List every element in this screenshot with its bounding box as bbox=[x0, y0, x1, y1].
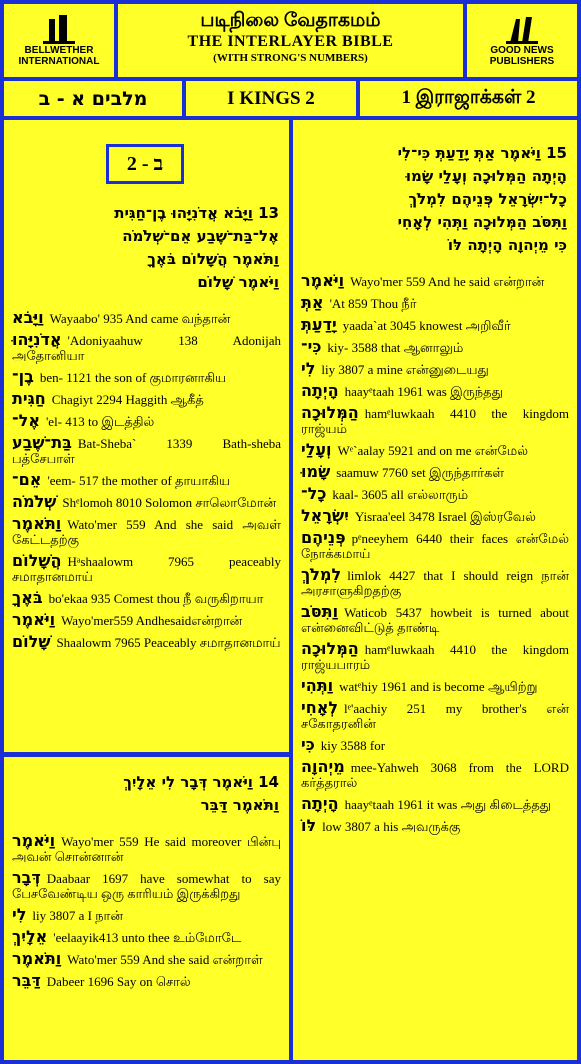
verse13-panel bbox=[4, 120, 289, 752]
word-entry bbox=[293, 698, 577, 735]
word-entry bbox=[4, 411, 289, 433]
verse13-entries bbox=[4, 308, 289, 654]
hebrew-word: הָיְתָה bbox=[301, 794, 339, 813]
hebrew-word: וַיֹּאמֶר bbox=[12, 831, 56, 850]
hebrew-word: בֶן־ bbox=[12, 367, 34, 386]
gloss: Wayo'mer559 Andhesaidஎன்றான் bbox=[61, 613, 243, 628]
hebrew-word: וַתְּהִי bbox=[301, 676, 334, 695]
verse15-text bbox=[293, 142, 577, 257]
gloss: Yisraa'eel 3478 Israel இஸ்ரவேல் bbox=[354, 509, 536, 524]
verse13-line: וַתֹּאמֶר הֲשָׁלוֹם בֹּאֶךָ bbox=[147, 250, 279, 268]
word-entry bbox=[4, 831, 289, 868]
verse14-text bbox=[4, 771, 289, 817]
verse14-line: 14 וַיֹּאמֶר דְּבָר לִי אֵלָיִךְ bbox=[123, 773, 279, 791]
verse13-line: אֶל־בַּת־שֶׁבַע אֵם־שְׁלֹמֹה bbox=[122, 227, 279, 245]
good-news-logo bbox=[467, 4, 577, 77]
gloss: ben- 1121 the son of குமாரனாகிய bbox=[39, 370, 227, 385]
bellwether-logo bbox=[4, 4, 114, 77]
gloss: Wato'mer 559 And she said என்றாள் bbox=[67, 952, 263, 967]
verse15-panel bbox=[293, 120, 577, 1060]
verse13-text bbox=[4, 202, 289, 294]
hebrew-word: כִּי־ bbox=[301, 337, 322, 356]
gloss: Chagiyt 2294 Haggith ஆகீத் bbox=[51, 392, 204, 407]
hebrew-word: לּוֹ bbox=[301, 816, 317, 835]
bellwether-text: BELLWETHER INTERNATIONAL bbox=[18, 44, 100, 67]
word-entry bbox=[4, 470, 289, 492]
verse14-entries bbox=[4, 831, 289, 993]
word-entry bbox=[4, 971, 289, 993]
gloss: low 3807 a his அவருக்கு bbox=[322, 819, 461, 834]
verse14-panel bbox=[4, 757, 289, 1060]
verse15-line: וַתִּסֹּב הַמְּלוּכָה וַתְּהִי לְאָחִי bbox=[397, 213, 567, 231]
gloss: haayᵉtaah 1961 it was அது கிடைத்தது bbox=[344, 797, 552, 812]
hebrew-word: בַּת־שֶׁבַע bbox=[12, 433, 72, 452]
gloss: hamᵉluwkaah 4410 the kingdom ராஜ்யபாரம் bbox=[301, 642, 569, 672]
hebrew-word: דְּבָר bbox=[12, 868, 41, 887]
hebrew-word: שָׁלוֹם bbox=[12, 632, 51, 651]
gloss: limlok 4427 that I should reign நான் அரசாளுகிறதற்கு bbox=[301, 568, 569, 598]
gloss: hamᵉluwkaah 4410 the kingdom ராஜ்யம் bbox=[301, 406, 569, 436]
hebrew-word: וַתֹּאמֶר bbox=[12, 514, 62, 533]
hebrew-word: שְׁלֹמֹה bbox=[12, 492, 57, 511]
gloss: Wayaabo' 935 And came வந்தான் bbox=[49, 311, 231, 326]
hebrew-word: אֶל־ bbox=[12, 411, 40, 430]
hebrew-word: לִמְלֹךְ bbox=[301, 565, 342, 584]
word-entry bbox=[293, 639, 577, 676]
hebrew-word: וְעָלַי bbox=[301, 440, 332, 459]
word-entry bbox=[4, 514, 289, 551]
word-entry bbox=[293, 506, 577, 528]
gloss: watᵉhiy 1961 and is become ஆயிற்று bbox=[339, 679, 538, 694]
word-entry bbox=[4, 308, 289, 330]
gloss: Shᵉlomoh 8010 Solomon சாலொமோன் bbox=[62, 495, 277, 510]
gloss: 'eelaayik413 unto thee உம்மோடே bbox=[53, 930, 242, 945]
gloss: kaal- 3605 all எல்லாரும் bbox=[332, 487, 469, 502]
word-entry bbox=[293, 757, 577, 794]
good-news-icon bbox=[502, 15, 542, 45]
gloss: Daabaar 1697 have somewhat to say பேசவேண்டிய ஒரு காரியம் இருக்கிறது bbox=[12, 871, 281, 901]
gloss: mee-Yahweh 3068 from the LORD கர்த்தரால் bbox=[301, 760, 569, 790]
verse15-line: הָיְתָה הַמְּלוּכָה וְעָלַי שָׂמוּ bbox=[405, 167, 567, 185]
word-entry bbox=[4, 905, 289, 927]
verse15-line: כָל־יִשְׂרָאֵל פְּנֵיהֶם לִמְלֹךְ bbox=[408, 190, 567, 208]
nav-hebrew-book[interactable]: מלבים א - ב bbox=[4, 81, 182, 116]
hebrew-word: כִּי bbox=[301, 735, 315, 754]
gloss: Bat-Sheba` 1339 Bath-sheba பத்சேபாள் bbox=[12, 436, 281, 466]
gloss: Dabeer 1696 Say on சொல் bbox=[46, 974, 191, 989]
word-entry bbox=[293, 528, 577, 565]
verse15-entries bbox=[293, 271, 577, 838]
chapter-label: ב - 2 bbox=[106, 144, 184, 184]
hebrew-word: חַגִּית bbox=[12, 389, 46, 408]
gloss: kiy- 3588 that ஆனாலும் bbox=[327, 340, 464, 355]
hebrew-word: שָׂמוּ bbox=[301, 462, 331, 481]
title-block bbox=[118, 4, 463, 77]
nav-tamil-book[interactable]: 1 இராஜாக்கள் 2 bbox=[360, 81, 577, 116]
nav-english-book[interactable]: I KINGS 2 bbox=[186, 81, 356, 116]
word-entry bbox=[4, 610, 289, 632]
hebrew-word: יִשְׂרָאֵל bbox=[301, 506, 349, 525]
gloss: liy 3807 a mine என்னுடையது bbox=[321, 362, 489, 377]
word-entry bbox=[293, 403, 577, 440]
word-entry bbox=[4, 330, 289, 367]
gloss: Hᵃshaalowm 7965 peaceably சமாதானமாய் bbox=[12, 554, 281, 584]
hebrew-word: בֹּאֶךָ bbox=[12, 588, 43, 607]
gloss: Shaalowm 7965 Peaceably சமாதானமாய் bbox=[56, 635, 281, 650]
hebrew-word: אֵלָיִךְ bbox=[12, 927, 48, 946]
word-entry bbox=[293, 440, 577, 462]
word-entry bbox=[293, 271, 577, 293]
word-entry bbox=[293, 359, 577, 381]
hebrew-word: וַתֹּאמֶר bbox=[12, 949, 62, 968]
word-entry bbox=[4, 927, 289, 949]
gloss: Wayo'mer 559 He said moreover பின்பு அவன் சொன்னான் bbox=[12, 834, 281, 864]
gloss: 'Adoniyaahuw 138 Adonijah அதோனியா bbox=[12, 333, 281, 363]
verse14-line: וַתֹּאמֶר דַּבֵּר bbox=[200, 796, 279, 814]
hebrew-word: וַיָּבֹא bbox=[12, 308, 44, 327]
word-entry bbox=[4, 492, 289, 514]
hebrew-word: אֵם־ bbox=[12, 470, 42, 489]
word-entry bbox=[293, 381, 577, 403]
gloss: pᵉneeyhem 6440 their faces என்மேல் நோக்கமாய் bbox=[301, 531, 569, 561]
gloss: 'el- 413 to இடத்தில் bbox=[45, 414, 155, 429]
gloss: Wato'mer 559 And she said அவள் கேட்டதற்கு bbox=[12, 517, 281, 547]
hebrew-word: יָדַעַתְּ bbox=[301, 315, 337, 334]
word-entry bbox=[293, 676, 577, 698]
gloss: lᵉ'aachiy 251 my brother's என் சகோதரனின் bbox=[301, 701, 569, 731]
hebrew-word: הַמְּלוּכָה bbox=[301, 403, 359, 422]
word-entry bbox=[4, 433, 289, 470]
word-entry bbox=[4, 551, 289, 588]
verse15-line: כִּי מֵיְהוָה הָיְתָה לּוֹ bbox=[447, 236, 567, 254]
title-tamil: படிநிலை வேதாகமம் bbox=[200, 10, 381, 31]
word-entry bbox=[4, 949, 289, 971]
verse15-line: 15 וַיֹּאמֶר אַתְּ יָדַעַתְּ כִּי־לִי bbox=[397, 144, 567, 162]
hebrew-word: הָיְתָה bbox=[301, 381, 339, 400]
word-entry bbox=[293, 315, 577, 337]
hebrew-word: לִי bbox=[301, 359, 316, 378]
word-entry bbox=[293, 816, 577, 838]
title-english: THE INTERLAYER BIBLE bbox=[187, 33, 394, 50]
good-news-text: GOOD NEWS PUBLISHERS bbox=[489, 44, 555, 67]
gloss: Wᵉ`aalay 5921 and on me என்மேல் bbox=[337, 443, 529, 458]
word-entry bbox=[4, 588, 289, 610]
hebrew-word: מֵיְהוָה bbox=[301, 757, 345, 776]
gloss: liy 3807 a I நான் bbox=[32, 908, 123, 923]
title-subtitle: (WITH STRONG'S NUMBERS) bbox=[213, 52, 368, 64]
hebrew-word: וַיֹּאמֶר bbox=[301, 271, 345, 290]
hebrew-word: כָל־ bbox=[301, 484, 327, 503]
hebrew-word: וַתִּסֹּב bbox=[301, 602, 339, 621]
hebrew-word: פְּנֵיהֶם bbox=[301, 528, 346, 547]
word-entry bbox=[293, 293, 577, 315]
hebrew-word: לִי bbox=[12, 905, 27, 924]
hebrew-word: הֲשָׁלוֹם bbox=[12, 551, 62, 570]
word-entry bbox=[293, 337, 577, 359]
gloss: Waticob 5437 howbeit is turned about என்னைவிட்டுத் தாண்டி bbox=[301, 605, 569, 635]
word-entry bbox=[293, 484, 577, 506]
hebrew-word: הַמְּלוּכָה bbox=[301, 639, 359, 658]
hebrew-word: אֲדֹנִיָּהוּ bbox=[12, 330, 62, 349]
verse13-line: 13 וַיָּבֹא אֲדֹנִיָּהוּ בֶן־חַגִּית bbox=[114, 204, 279, 222]
gloss: yaada`at 3045 knowest அறிவீர் bbox=[342, 318, 511, 333]
word-entry bbox=[4, 632, 289, 654]
word-entry bbox=[293, 794, 577, 816]
word-entry bbox=[293, 462, 577, 484]
word-entry bbox=[4, 389, 289, 411]
hebrew-word: אַתְּ bbox=[301, 293, 324, 312]
gloss: 'eem- 517 the mother of தாயாகிய bbox=[47, 473, 231, 488]
word-entry bbox=[293, 602, 577, 639]
hebrew-word: לְאָחִי bbox=[301, 698, 339, 717]
bellwether-icon bbox=[39, 15, 79, 45]
gloss: 'At 859 Thou நீர் bbox=[329, 296, 417, 311]
gloss: saamuw 7760 set இருந்தார்கள் bbox=[336, 465, 505, 480]
hebrew-word: דַּבֵּר bbox=[12, 971, 41, 990]
hebrew-word: וַיֹּאמֶר bbox=[12, 610, 56, 629]
verse13-line: וַיֹּאמֶר שָׁלוֹם bbox=[197, 273, 279, 291]
word-entry bbox=[293, 735, 577, 757]
word-entry bbox=[4, 367, 289, 389]
word-entry bbox=[4, 868, 289, 905]
gloss: haayᵉtaah 1961 was இருந்தது bbox=[344, 384, 503, 399]
word-entry bbox=[293, 565, 577, 602]
gloss: bo'ekaa 935 Comest thou நீ வருகிறாயா bbox=[48, 591, 264, 606]
gloss: Wayo'mer 559 And he said என்றான் bbox=[350, 274, 545, 289]
gloss: kiy 3588 for bbox=[320, 738, 386, 753]
